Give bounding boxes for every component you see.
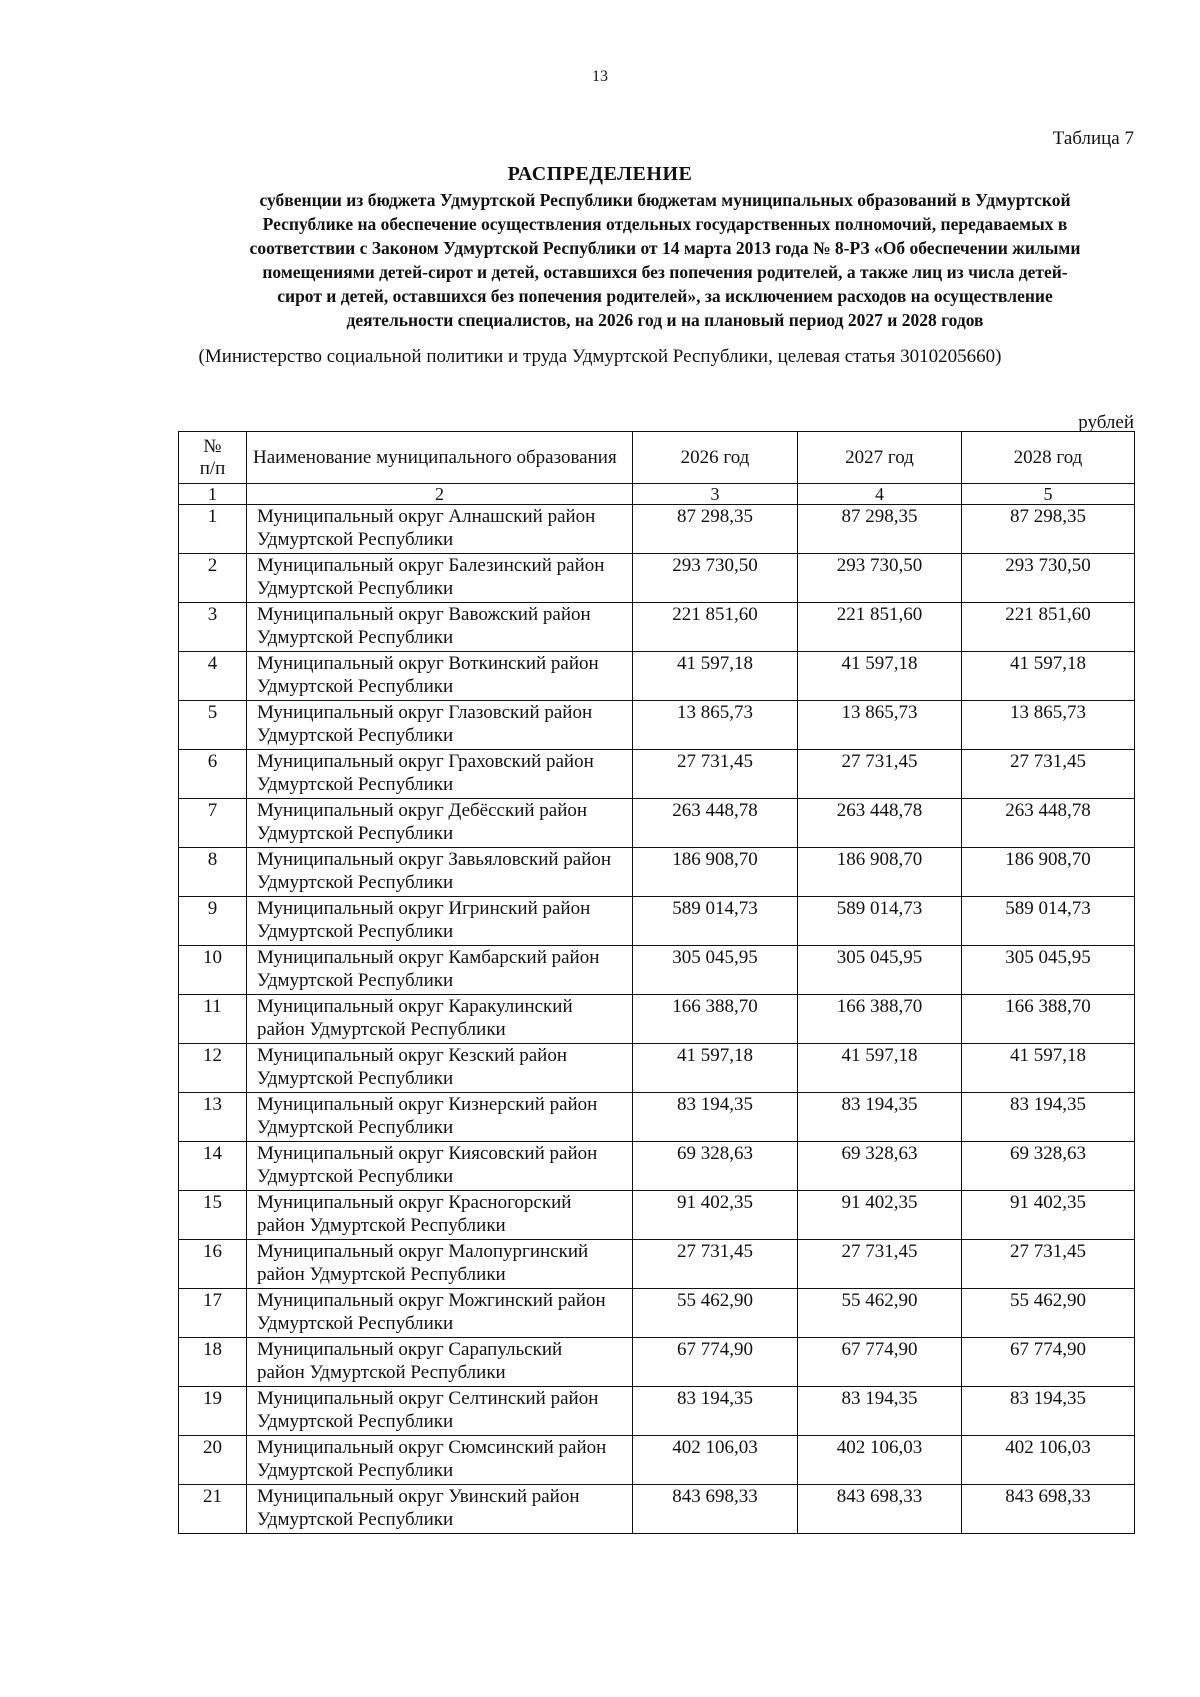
units-label: рублей xyxy=(1078,412,1134,433)
document-title: РАСПРЕДЕЛЕНИЕ xyxy=(507,163,693,185)
amount-2027: 843 698,33 xyxy=(798,1485,962,1534)
amount-2026: 27 731,45 xyxy=(633,1240,798,1289)
amount-2027: 186 908,70 xyxy=(798,848,962,897)
municipality-name-line: Удмуртской Республики xyxy=(257,725,454,746)
amount-2027: 293 730,50 xyxy=(798,554,962,603)
municipality-name xyxy=(247,1142,633,1191)
row-number: 16 xyxy=(179,1240,247,1289)
column-number: 1 xyxy=(179,484,247,505)
amount-2026: 589 014,73 xyxy=(633,897,798,946)
row-number: 21 xyxy=(179,1485,247,1534)
municipality-name-line: Муниципальный округ Воткинский район xyxy=(257,653,599,674)
municipality-name-line: Муниципальный округ Дебёсский район xyxy=(257,800,588,821)
amount-2026: 843 698,33 xyxy=(633,1485,798,1534)
amount-2026: 263 448,78 xyxy=(633,799,798,848)
table-row xyxy=(179,995,1135,1044)
municipality-name-line: район Удмуртской Республики xyxy=(257,1019,506,1040)
amount-2028: 27 731,45 xyxy=(962,750,1135,799)
municipality-name xyxy=(247,897,633,946)
table-row xyxy=(179,1142,1135,1191)
table-row xyxy=(179,701,1135,750)
row-number: 13 xyxy=(179,1093,247,1142)
amount-2026: 221 851,60 xyxy=(633,603,798,652)
amount-2028: 67 774,90 xyxy=(962,1338,1135,1387)
amount-2026: 69 328,63 xyxy=(633,1142,798,1191)
amount-2026: 83 194,35 xyxy=(633,1387,798,1436)
row-number: 6 xyxy=(179,750,247,799)
subtitle-line: сирот и детей, оставшихся без попечения родителей», за исключением расходов на осуществление xyxy=(277,286,1053,306)
municipality-name xyxy=(247,995,633,1044)
amount-2026: 83 194,35 xyxy=(633,1093,798,1142)
subtitle-line: помещениями детей-сирот и детей, оставшихся без попечения родителей, а также лиц из числа детей- xyxy=(262,262,1068,282)
header-2028: 2028 год xyxy=(962,432,1135,484)
amount-2026: 166 388,70 xyxy=(633,995,798,1044)
amount-2026: 91 402,35 xyxy=(633,1191,798,1240)
amount-2028: 91 402,35 xyxy=(962,1191,1135,1240)
municipality-name-line: район Удмуртской Республики xyxy=(257,1264,506,1285)
amount-2027: 69 328,63 xyxy=(798,1142,962,1191)
table-label: Таблица 7 xyxy=(1052,128,1134,149)
municipality-name-line: Удмуртской Республики xyxy=(257,970,454,991)
subvention-table xyxy=(178,431,1135,1534)
column-number: 2 xyxy=(247,484,633,505)
amount-2027: 41 597,18 xyxy=(798,1044,962,1093)
municipality-name xyxy=(247,1044,633,1093)
municipality-name-line: Муниципальный округ Игринский район xyxy=(257,898,591,919)
table-row xyxy=(179,505,1135,554)
amount-2028: 83 194,35 xyxy=(962,1093,1135,1142)
amount-2028: 13 865,73 xyxy=(962,701,1135,750)
table-row xyxy=(179,1436,1135,1485)
amount-2027: 91 402,35 xyxy=(798,1191,962,1240)
amount-2026: 55 462,90 xyxy=(633,1289,798,1338)
amount-2028: 41 597,18 xyxy=(962,652,1135,701)
row-number: 7 xyxy=(179,799,247,848)
municipality-name-line: Муниципальный округ Можгинский район xyxy=(257,1290,606,1311)
table-row xyxy=(179,897,1135,946)
municipality-name-line: Муниципальный округ Вавожский район xyxy=(257,604,591,625)
amount-2027: 263 448,78 xyxy=(798,799,962,848)
row-number: 3 xyxy=(179,603,247,652)
amount-2027: 221 851,60 xyxy=(798,603,962,652)
amount-2027: 41 597,18 xyxy=(798,652,962,701)
municipality-name-line: Удмуртской Республики xyxy=(257,1166,454,1187)
row-number: 18 xyxy=(179,1338,247,1387)
table-row xyxy=(179,1093,1135,1142)
table-row xyxy=(179,1044,1135,1093)
municipality-name xyxy=(247,554,633,603)
header-number-abbr: п/п xyxy=(199,457,226,479)
amount-2028: 55 462,90 xyxy=(962,1289,1135,1338)
amount-2028: 221 851,60 xyxy=(962,603,1135,652)
municipality-name-line: Муниципальный округ Малопургинский xyxy=(257,1241,589,1262)
municipality-name xyxy=(247,848,633,897)
subtitle-line: деятельности специалистов, на 2026 год и на плановый период 2027 и 2028 годов xyxy=(346,310,984,330)
amount-2027: 13 865,73 xyxy=(798,701,962,750)
page-number: 13 xyxy=(592,68,608,85)
municipality-name xyxy=(247,505,633,554)
row-number: 19 xyxy=(179,1387,247,1436)
column-number: 5 xyxy=(962,484,1135,505)
amount-2028: 69 328,63 xyxy=(962,1142,1135,1191)
table-row xyxy=(179,603,1135,652)
table-header xyxy=(179,432,1135,505)
row-number: 5 xyxy=(179,701,247,750)
table-row xyxy=(179,1191,1135,1240)
amount-2026: 41 597,18 xyxy=(633,1044,798,1093)
amount-2026: 186 908,70 xyxy=(633,848,798,897)
table-row xyxy=(179,946,1135,995)
amount-2027: 83 194,35 xyxy=(798,1093,962,1142)
amount-2026: 13 865,73 xyxy=(633,701,798,750)
row-number: 14 xyxy=(179,1142,247,1191)
subtitle-line: субвенции из бюджета Удмуртской Республики бюджетам муниципальных образований в Удмуртской xyxy=(259,190,1071,210)
row-number: 9 xyxy=(179,897,247,946)
municipality-name-line: Удмуртской Республики xyxy=(257,529,454,550)
amount-2028: 263 448,78 xyxy=(962,799,1135,848)
municipality-name xyxy=(247,1436,633,1485)
municipality-name xyxy=(247,603,633,652)
column-number-row xyxy=(179,484,1135,505)
table-row xyxy=(179,554,1135,603)
amount-2026: 41 597,18 xyxy=(633,652,798,701)
table-row xyxy=(179,1387,1135,1436)
table-row xyxy=(179,1289,1135,1338)
amount-2027: 589 014,73 xyxy=(798,897,962,946)
municipality-name-line: Удмуртской Республики xyxy=(257,1313,454,1334)
amount-2028: 27 731,45 xyxy=(962,1240,1135,1289)
municipality-name-line: Муниципальный округ Глазовский район xyxy=(257,702,593,723)
municipality-name xyxy=(247,1289,633,1338)
amount-2026: 305 045,95 xyxy=(633,946,798,995)
ministry-note: (Министерство социальной политики и труда Удмуртской Республики, целевая статья 3010205660) xyxy=(198,346,1002,367)
amount-2028: 402 106,03 xyxy=(962,1436,1135,1485)
header-municipality: Наименование муниципального образования xyxy=(247,432,633,484)
amount-2028: 186 908,70 xyxy=(962,848,1135,897)
row-number: 12 xyxy=(179,1044,247,1093)
amount-2028: 166 388,70 xyxy=(962,995,1135,1044)
municipality-name xyxy=(247,946,633,995)
municipality-name-line: Муниципальный округ Завьяловский район xyxy=(257,849,612,870)
municipality-name-line: Муниципальный округ Селтинский район xyxy=(257,1388,599,1409)
row-number: 11 xyxy=(179,995,247,1044)
amount-2027: 166 388,70 xyxy=(798,995,962,1044)
header-row xyxy=(179,432,1135,484)
amount-2026: 67 774,90 xyxy=(633,1338,798,1387)
table-row xyxy=(179,1338,1135,1387)
amount-2027: 305 045,95 xyxy=(798,946,962,995)
header-2026: 2026 год xyxy=(633,432,798,484)
municipality-name-line: Муниципальный округ Камбарский район xyxy=(257,947,600,968)
document-subtitle xyxy=(190,188,1140,332)
header-2027: 2027 год xyxy=(798,432,962,484)
municipality-name-line: Муниципальный округ Граховский район xyxy=(257,751,594,772)
municipality-name xyxy=(247,1338,633,1387)
row-number: 15 xyxy=(179,1191,247,1240)
municipality-name-line: район Удмуртской Республики xyxy=(257,1362,506,1383)
subtitle-line: соответствии с Законом Удмуртской Республики от 14 марта 2013 года № 8-РЗ «Об обеспечении жилыми xyxy=(249,238,1081,258)
table-row xyxy=(179,1240,1135,1289)
column-number: 4 xyxy=(798,484,962,505)
amount-2027: 27 731,45 xyxy=(798,750,962,799)
municipality-name-line: Удмуртской Республики xyxy=(257,921,454,942)
table-body xyxy=(179,505,1135,1534)
municipality-name xyxy=(247,1093,633,1142)
municipality-name xyxy=(247,652,633,701)
row-number: 10 xyxy=(179,946,247,995)
municipality-name-line: Муниципальный округ Кезский район xyxy=(257,1045,568,1066)
municipality-name-line: Муниципальный округ Красногорский xyxy=(257,1192,572,1213)
municipality-name-line: Удмуртской Республики xyxy=(257,1509,454,1530)
amount-2026: 293 730,50 xyxy=(633,554,798,603)
amount-2028: 589 014,73 xyxy=(962,897,1135,946)
municipality-name xyxy=(247,1485,633,1534)
municipality-name-line: Удмуртской Республики xyxy=(257,627,454,648)
amount-2026: 27 731,45 xyxy=(633,750,798,799)
municipality-name-line: Удмуртской Республики xyxy=(257,1411,454,1432)
municipality-name xyxy=(247,799,633,848)
table-row xyxy=(179,750,1135,799)
municipality-name xyxy=(247,1240,633,1289)
amount-2027: 83 194,35 xyxy=(798,1387,962,1436)
row-number: 17 xyxy=(179,1289,247,1338)
amount-2027: 67 774,90 xyxy=(798,1338,962,1387)
municipality-name-line: Муниципальный округ Балезинский район xyxy=(257,555,605,576)
amount-2027: 87 298,35 xyxy=(798,505,962,554)
municipality-name-line: Муниципальный округ Увинский район xyxy=(257,1486,580,1507)
table-row xyxy=(179,799,1135,848)
municipality-name-line: Удмуртской Республики xyxy=(257,578,454,599)
column-number: 3 xyxy=(633,484,798,505)
amount-2027: 55 462,90 xyxy=(798,1289,962,1338)
amount-2028: 305 045,95 xyxy=(962,946,1135,995)
municipality-name-line: Муниципальный округ Сюмсинский район xyxy=(257,1437,607,1458)
municipality-name-line: Муниципальный округ Киясовский район xyxy=(257,1143,598,1164)
row-number: 1 xyxy=(179,505,247,554)
header-number-symbol: № xyxy=(203,435,222,457)
municipality-name xyxy=(247,1387,633,1436)
header-number xyxy=(179,432,247,484)
municipality-name-line: Удмуртской Республики xyxy=(257,823,454,844)
amount-2026: 87 298,35 xyxy=(633,505,798,554)
amount-2028: 843 698,33 xyxy=(962,1485,1135,1534)
table-row xyxy=(179,848,1135,897)
subtitle-line: Республике на обеспечение осуществления отдельных государственных полномочий, передаваемых в xyxy=(262,214,1068,234)
municipality-name-line: Муниципальный округ Алнашский район xyxy=(257,506,596,527)
amount-2028: 41 597,18 xyxy=(962,1044,1135,1093)
amount-2027: 402 106,03 xyxy=(798,1436,962,1485)
municipality-name-line: Удмуртской Республики xyxy=(257,1117,454,1138)
row-number: 20 xyxy=(179,1436,247,1485)
row-number: 4 xyxy=(179,652,247,701)
municipality-name-line: Муниципальный округ Каракулинский xyxy=(257,996,573,1017)
row-number: 2 xyxy=(179,554,247,603)
municipality-name-line: район Удмуртской Республики xyxy=(257,1215,506,1236)
amount-2026: 402 106,03 xyxy=(633,1436,798,1485)
municipality-name-line: Удмуртской Республики xyxy=(257,1068,454,1089)
municipality-name xyxy=(247,701,633,750)
municipality-name-line: Удмуртской Республики xyxy=(257,676,454,697)
amount-2028: 293 730,50 xyxy=(962,554,1135,603)
municipality-name-line: Муниципальный округ Сарапульский xyxy=(257,1339,563,1360)
amount-2028: 87 298,35 xyxy=(962,505,1135,554)
amount-2028: 83 194,35 xyxy=(962,1387,1135,1436)
table-row xyxy=(179,652,1135,701)
municipality-name xyxy=(247,750,633,799)
amount-2027: 27 731,45 xyxy=(798,1240,962,1289)
municipality-name-line: Удмуртской Республики xyxy=(257,1460,454,1481)
municipality-name xyxy=(247,1191,633,1240)
municipality-name-line: Муниципальный округ Кизнерский район xyxy=(257,1094,598,1115)
row-number: 8 xyxy=(179,848,247,897)
municipality-name-line: Удмуртской Республики xyxy=(257,872,454,893)
table-row xyxy=(179,1485,1135,1534)
municipality-name-line: Удмуртской Республики xyxy=(257,774,454,795)
